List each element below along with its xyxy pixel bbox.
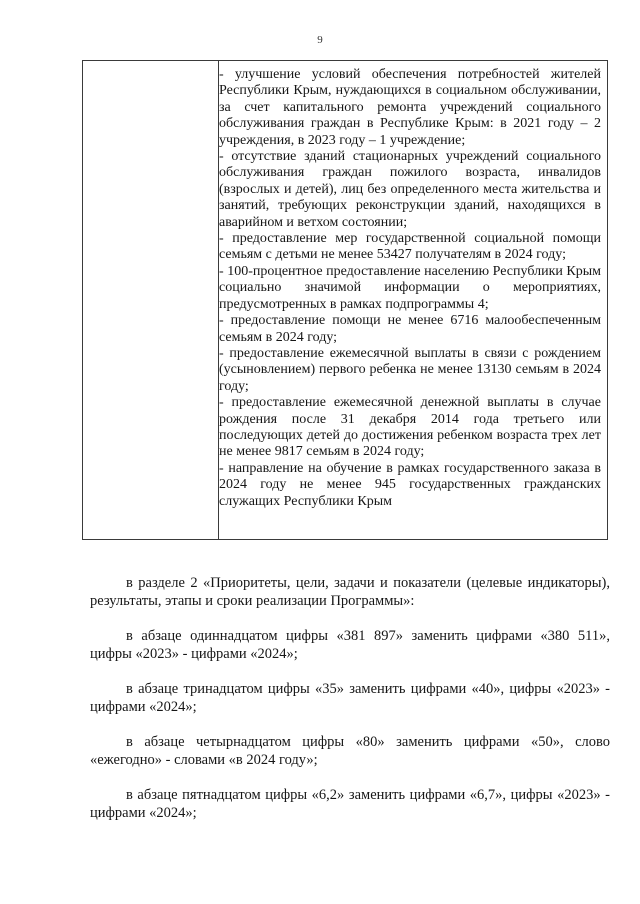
paragraph-14: в абзаце четырнадцатом цифры «80» заменить цифрами «50», слово «ежегодно» - словами «в 2024 году»; <box>90 734 610 768</box>
page-number: 9 <box>317 34 323 46</box>
table-item: - предоставление помощи не менее 6716 малообеспеченным семьям в 2024 году; <box>219 313 601 345</box>
table-right-cell <box>219 67 601 510</box>
paragraph-section-2: в разделе 2 «Приоритеты, цели, задачи и показатели (целевые индикаторы), результаты, этапы и сроки реализации Программы»: <box>90 575 610 609</box>
table-item: - улучшение условий обеспечения потребностей жителей Республики Крым, нуждающихся в социальном обслуживании, за счет капитального ремонта учреждений социального обслуживания граждан в Республике Крым: в 2021 году – 2 учреждения, в 2023 году – 1 учреждение; <box>219 67 601 148</box>
results-table <box>82 60 608 540</box>
table-item: - предоставление ежемесячной денежной выплаты в случае рождения после 31 декабря 2014 года третьего или последующих детей до достижения ребенком возраста трех лет не менее 9817 семьям в 2024 году; <box>219 395 601 460</box>
table-left-cell <box>83 61 219 539</box>
table-item: - предоставление ежемесячной выплаты в связи с рождением (усыновлением) первого ребенка не менее 13130 семьям в 2024 году; <box>219 345 601 394</box>
table-item: - 100-процентное предоставление населению Республики Крым социально значимой информации о мероприятиях, предусмотренных в рамках подпрограммы 4; <box>219 263 601 312</box>
paragraph-13: в абзаце тринадцатом цифры «35» заменить цифрами «40», цифры «2023» - цифрами «2024»; <box>90 681 610 715</box>
amendments-text <box>90 574 610 839</box>
paragraph-15: в абзаце пятнадцатом цифры «6,2» заменить цифрами «6,7», цифры «2023» - цифрами «2024»; <box>90 787 610 821</box>
paragraph-11: в абзаце одиннадцатом цифры «381 897» заменить цифрами «380 511», цифры «2023» - цифрами «2024»; <box>90 628 610 662</box>
table-item: - отсутствие зданий стационарных учреждений социального обслуживания граждан пожилого возраста, инвалидов (взрослых и детей), лиц без определенного места жительства и занятий, требующих реконструкции зданий, находящихся в аварийном и ветхом состоянии; <box>219 149 601 230</box>
table-item: - предоставление мер государственной социальной помощи семьям с детьми не менее 53427 получателям в 2024 году; <box>219 231 601 263</box>
table-item: - направление на обучение в рамках государственного заказа в 2024 году не менее 945 государственных гражданских служащих Республики Крым <box>219 460 601 509</box>
